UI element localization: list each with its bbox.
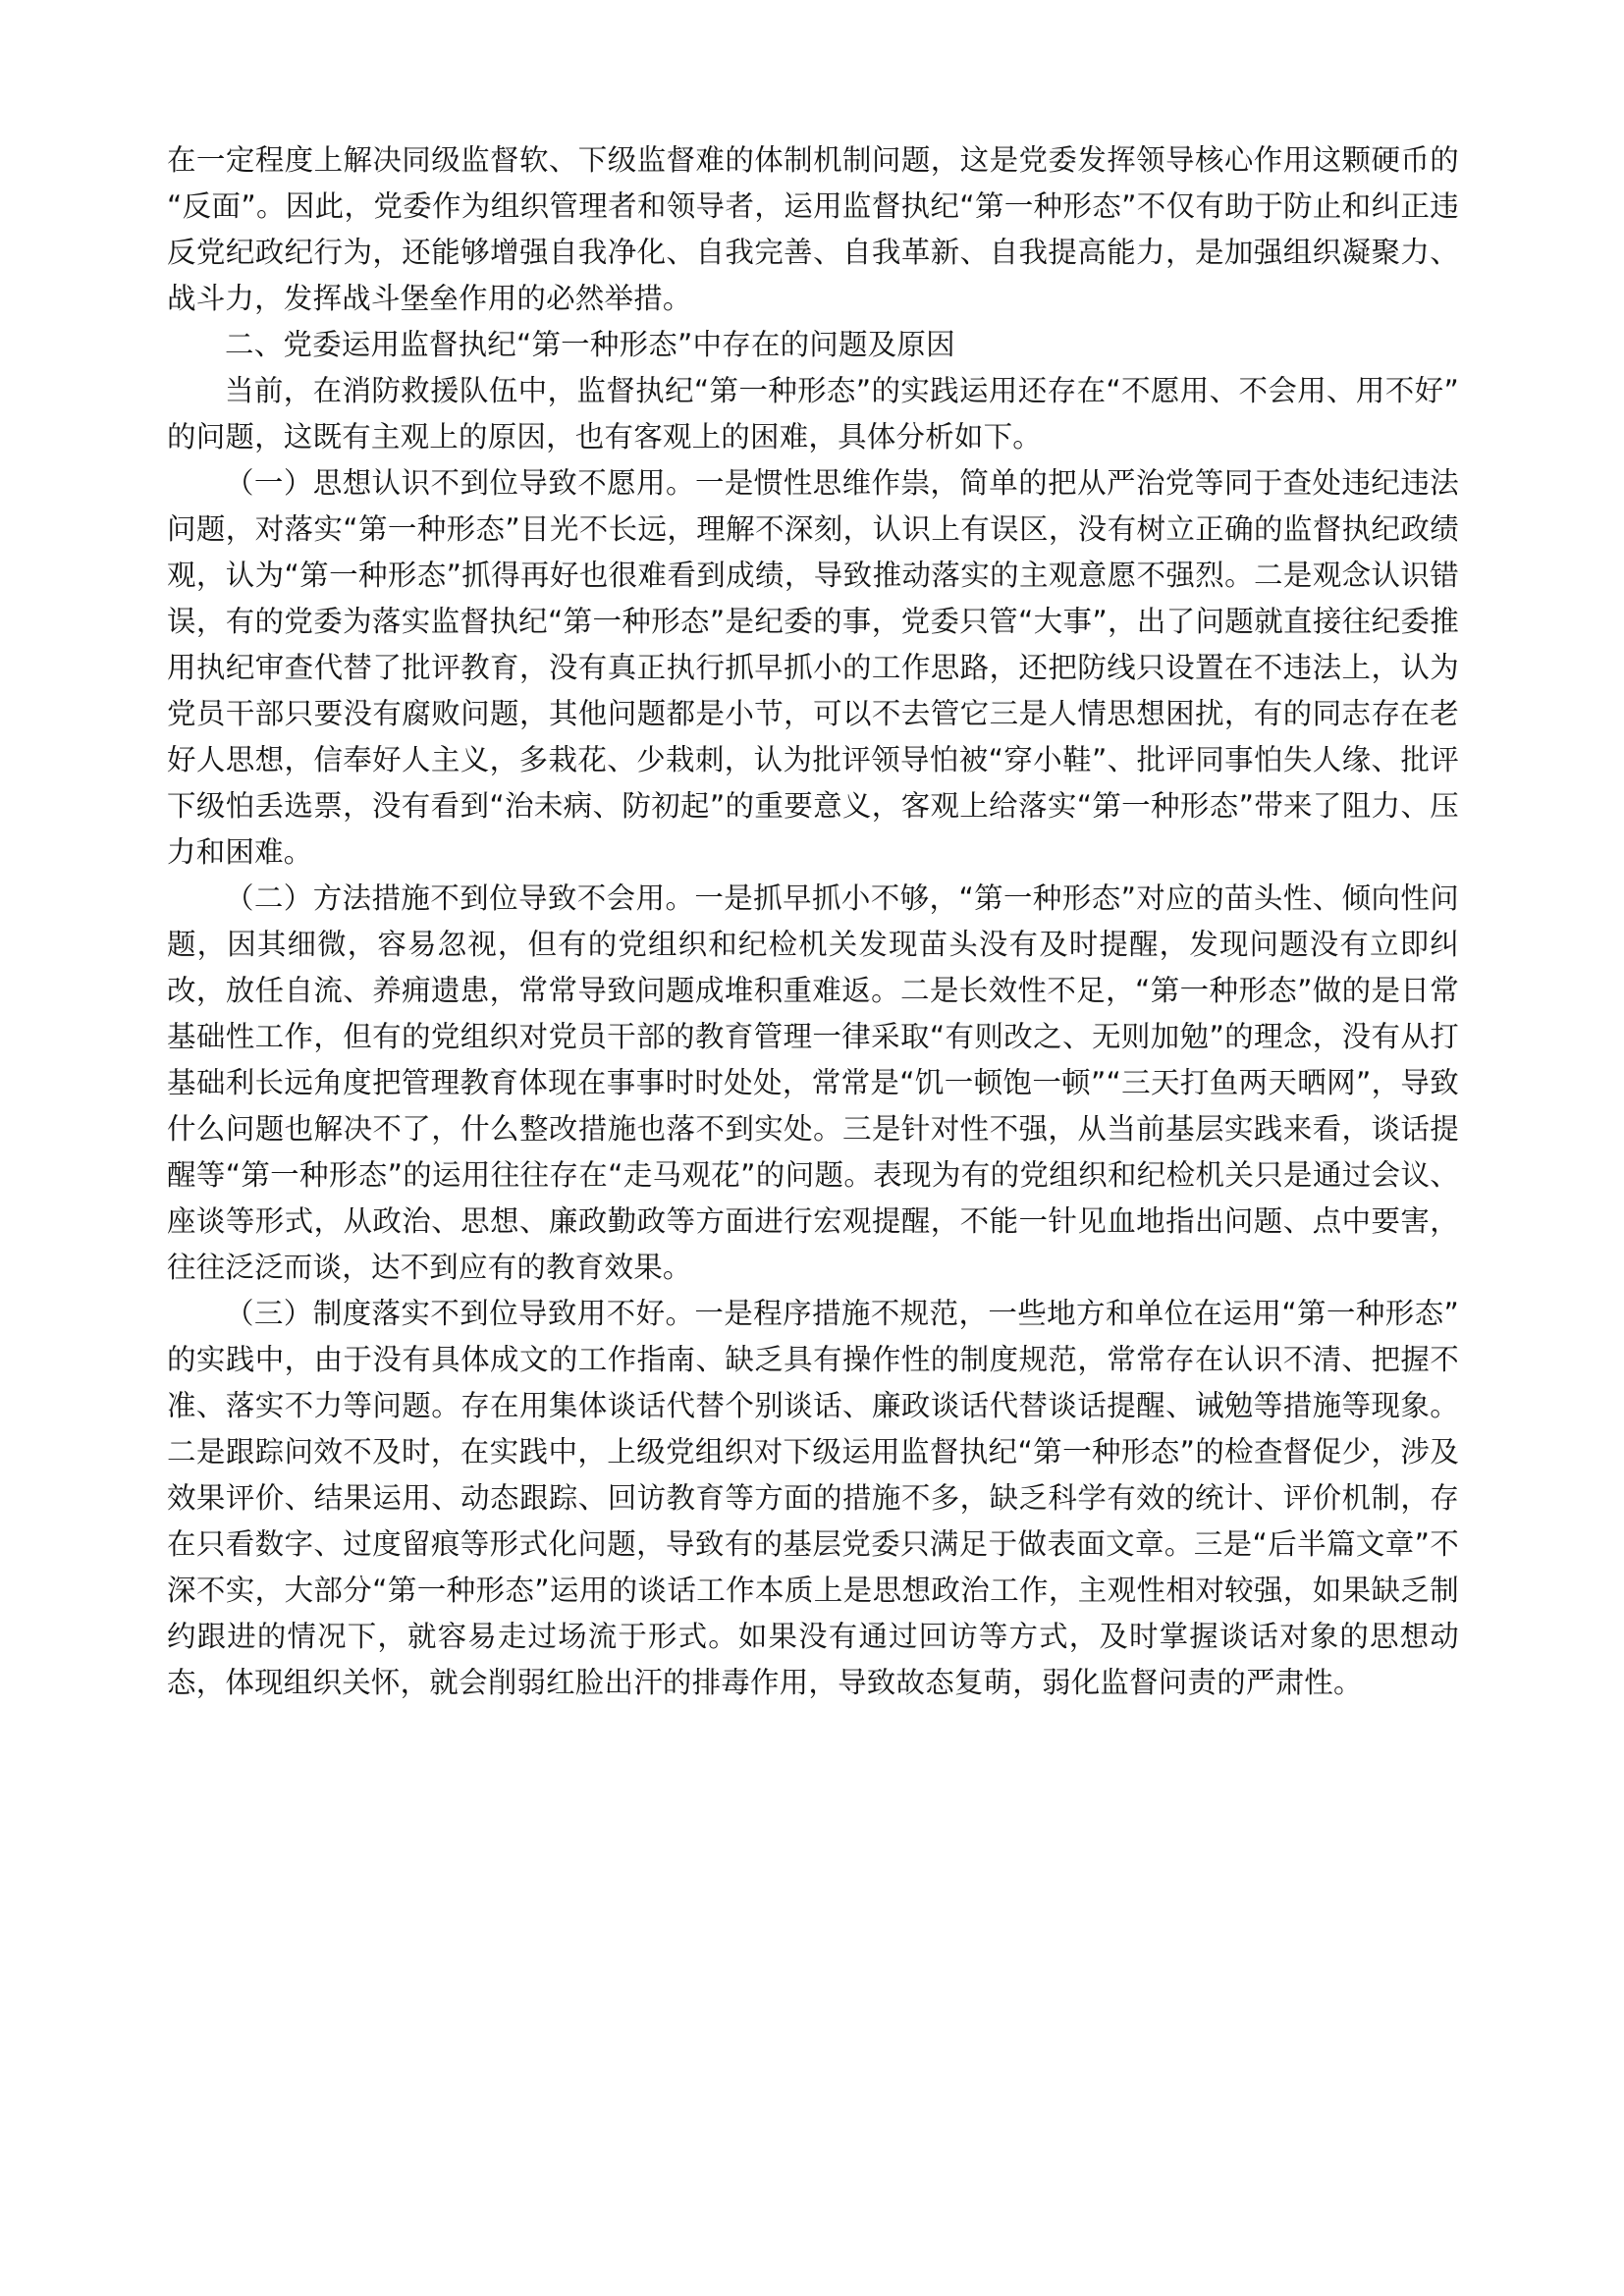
paragraph-item-three: （三）制度落实不到位导致用不好。一是程序措施不规范，一些地方和单位在运用“第一种形态”的实践中，由于没有具体成文的工作指南、缺乏具有操作性的制度规范，常常存在认识不清、把握不准、落实不力等问题。存在用集体谈话代替个别谈话、廉政谈话代替谈话提醒、诫勉等措施等现象。二是跟踪问效不及时，在实践中，上级党组织对下级运用监督执纪“第一种形态”的检查督促少，涉及效果评价、结果运用、动态跟踪、回访教育等方面的措施不多，缺乏科学有效的统计、评价机制，存在只看数字、过度留痕等形式化问题，导致有的基层党委只满足于做表面文章。三是“后半篇文章”不深不实，大部分“第一种形态”运用的谈话工作本质上是思想政治工作，主观性相对较强，如果缺乏制约跟进的情况下，就容易走过场流于形式。如果没有通过回访等方式，及时掌握谈话对象的思想动态，体现组织关怀，就会削弱红脸出汗的排毒作用，导致故态复萌，弱化监督问责的严肃性。	[167, 1297, 1459, 1699]
paragraph-item-one: （一）思想认识不到位导致不愿用。一是惯性思维作祟，简单的把从严治党等同于查处违纪违法问题，对落实“第一种形态”目光不长远，理解不深刻，认识上有误区，没有树立正确的监督执纪政绩观，认为“第一种形态”抓得再好也很难看到成绩，导致推动落实的主观意愿不强烈。二是观念认识错误，有的党委为落实监督执纪“第一种形态”是纪委的事，党委只管“大事”，出了问题就直接往纪委推用执纪审查代替了批评教育，没有真正执行抓早抓小的工作思路，还把防线只设置在不违法上，认为党员干部只要没有腐败问题，其他问题都是小节，可以不去管它三是人情思想困扰，有的同志存在老好人思想，信奉好人主义，多栽花、少栽刺，认为批评领导怕被“穿小鞋”、批评同事怕失人缘、批评下级怕丢选票，没有看到“治未病、防初起”的重要意义，客观上给落实“第一种形态”带来了阻力、压力和困难。	[167, 466, 1459, 869]
paragraph-item-two: （二）方法措施不到位导致不会用。一是抓早抓小不够，“第一种形态”对应的苗头性、倾向性问题，因其细微，容易忽视，但有的党组织和纪检机关发现苗头没有及时提醒，发现问题没有立即纠改，放任自流、养痈遗患，常常导致问题成堆积重难返。二是长效性不足，“第一种形态”做的是日常基础性工作，但有的党组织对党员干部的教育管理一律采取“有则改之、无则加勉”的理念，没有从打基础利长远角度把管理教育体现在事事时时处处，常常是“饥一顿饱一顿”“三天打鱼两天晒网”，导致什么问题也解决不了，什么整改措施也落不到实处。三是针对性不强，从当前基层实践来看，谈话提醒等“第一种形态”的运用往往存在“走马观花”的问题。表现为有的党组织和纪检机关只是通过会议、座谈等形式，从政治、思想、廉政勤政等方面进行宏观提醒，不能一针见血地指出问题、点中要害，往往泛泛而谈，达不到应有的教育效果。	[167, 881, 1459, 1284]
document-body	[167, 137, 1459, 1706]
paragraph-current-situation: 当前，在消防救援队伍中，监督执纪“第一种形态”的实践运用还存在“不愿用、不会用、用不好”的问题，这既有主观上的原因，也有客观上的困难，具体分析如下。	[167, 374, 1459, 454]
paragraph-continuation: 在一定程度上解决同级监督软、下级监督难的体制机制问题，这是党委发挥领导核心作用这颗硬币的“反面”。因此，党委作为组织管理者和领导者，运用监督执纪“第一种形态”不仅有助于防止和纠正违反党纪政纪行为，还能够增强自我净化、自我完善、自我革新、自我提高能力，是加强组织凝聚力、战斗力，发挥战斗堡垒作用的必然举措。	[167, 143, 1459, 315]
section-heading-two: 二、党委运用监督执纪“第一种形态”中存在的问题及原因	[225, 328, 955, 361]
